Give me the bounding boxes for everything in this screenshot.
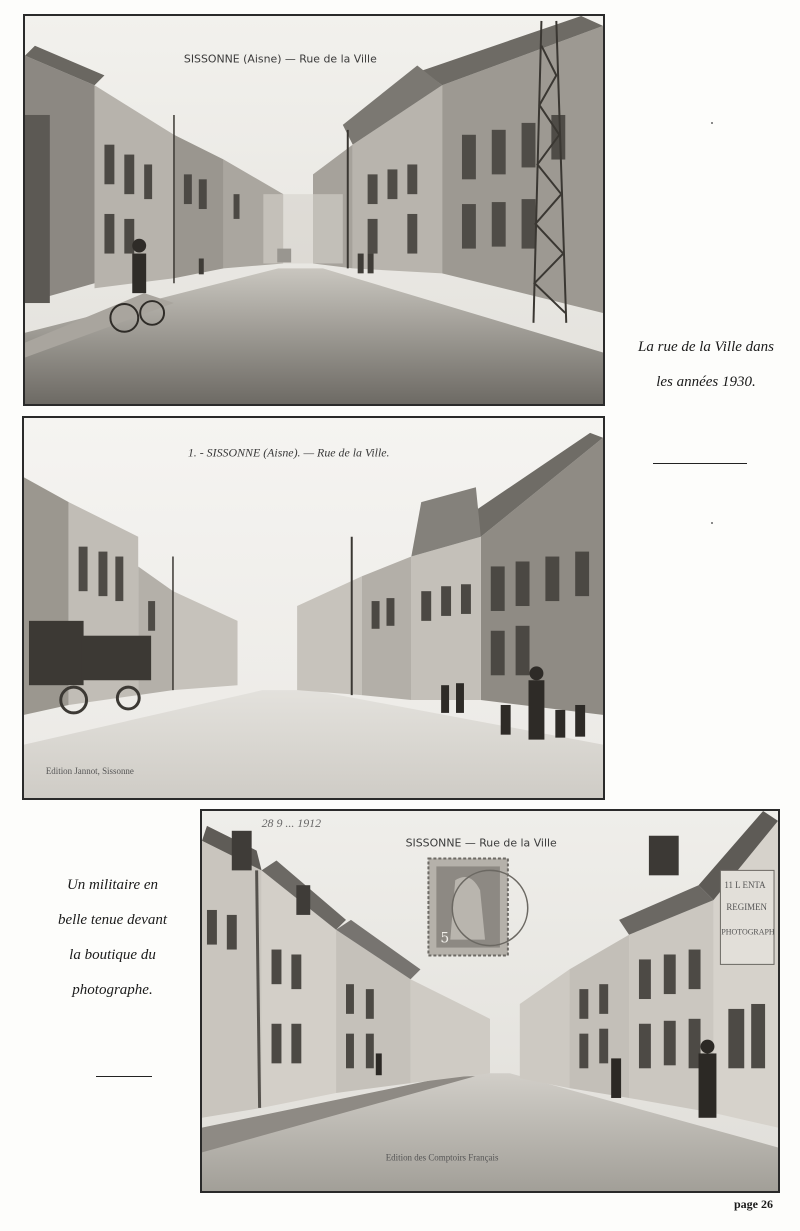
postcard-1-title: SISSONNE (Aisne) — Rue de la Ville bbox=[183, 52, 377, 66]
caption-2-line-1: Un militaire en bbox=[66, 877, 159, 893]
caption-1-divider bbox=[653, 463, 747, 464]
postcard-1 bbox=[23, 14, 605, 406]
caption-2-line-4: photographe. bbox=[72, 982, 153, 998]
stamp-value: 5 bbox=[440, 930, 450, 947]
caption-2-line-3: la boutique du bbox=[69, 947, 156, 963]
postcard-2 bbox=[22, 416, 605, 800]
caption-soldier bbox=[30, 868, 195, 1008]
shop-sign-line-1: 11 L ENTA bbox=[724, 880, 766, 891]
shop-sign-line-3: PHOTOGRAPH bbox=[721, 927, 775, 937]
caption-1-line-1: La rue de la Ville dans bbox=[638, 339, 774, 355]
postcard-1-image bbox=[25, 16, 603, 404]
caption-1-line-2: les années 1930. bbox=[656, 374, 756, 390]
postcard-3-image bbox=[202, 811, 778, 1191]
postcard-3 bbox=[200, 809, 780, 1193]
postcard-2-image bbox=[24, 418, 603, 798]
postcard-3-title: SISSONNE — Rue de la Ville bbox=[405, 836, 557, 850]
caption-2-divider bbox=[96, 1076, 152, 1077]
caption-2-line-2: belle tenue devant bbox=[57, 912, 168, 928]
postmark-handwriting: 28 9 ... 1912 bbox=[261, 815, 322, 830]
scan-speck bbox=[711, 522, 713, 524]
postcard-2-title: 1. - SISSONNE (Aisne). — Rue de la Ville. bbox=[187, 445, 390, 460]
postcard-2-publisher: Edition Jannot, Sissonne bbox=[45, 766, 134, 777]
postcard-3-publisher: Edition des Comptoirs Français bbox=[385, 1152, 499, 1163]
page-number: page 26 bbox=[734, 1197, 773, 1211]
scan-speck bbox=[711, 122, 713, 124]
caption-street-1930s bbox=[612, 330, 800, 400]
shop-sign-line-2: REGIMEN bbox=[726, 901, 768, 912]
